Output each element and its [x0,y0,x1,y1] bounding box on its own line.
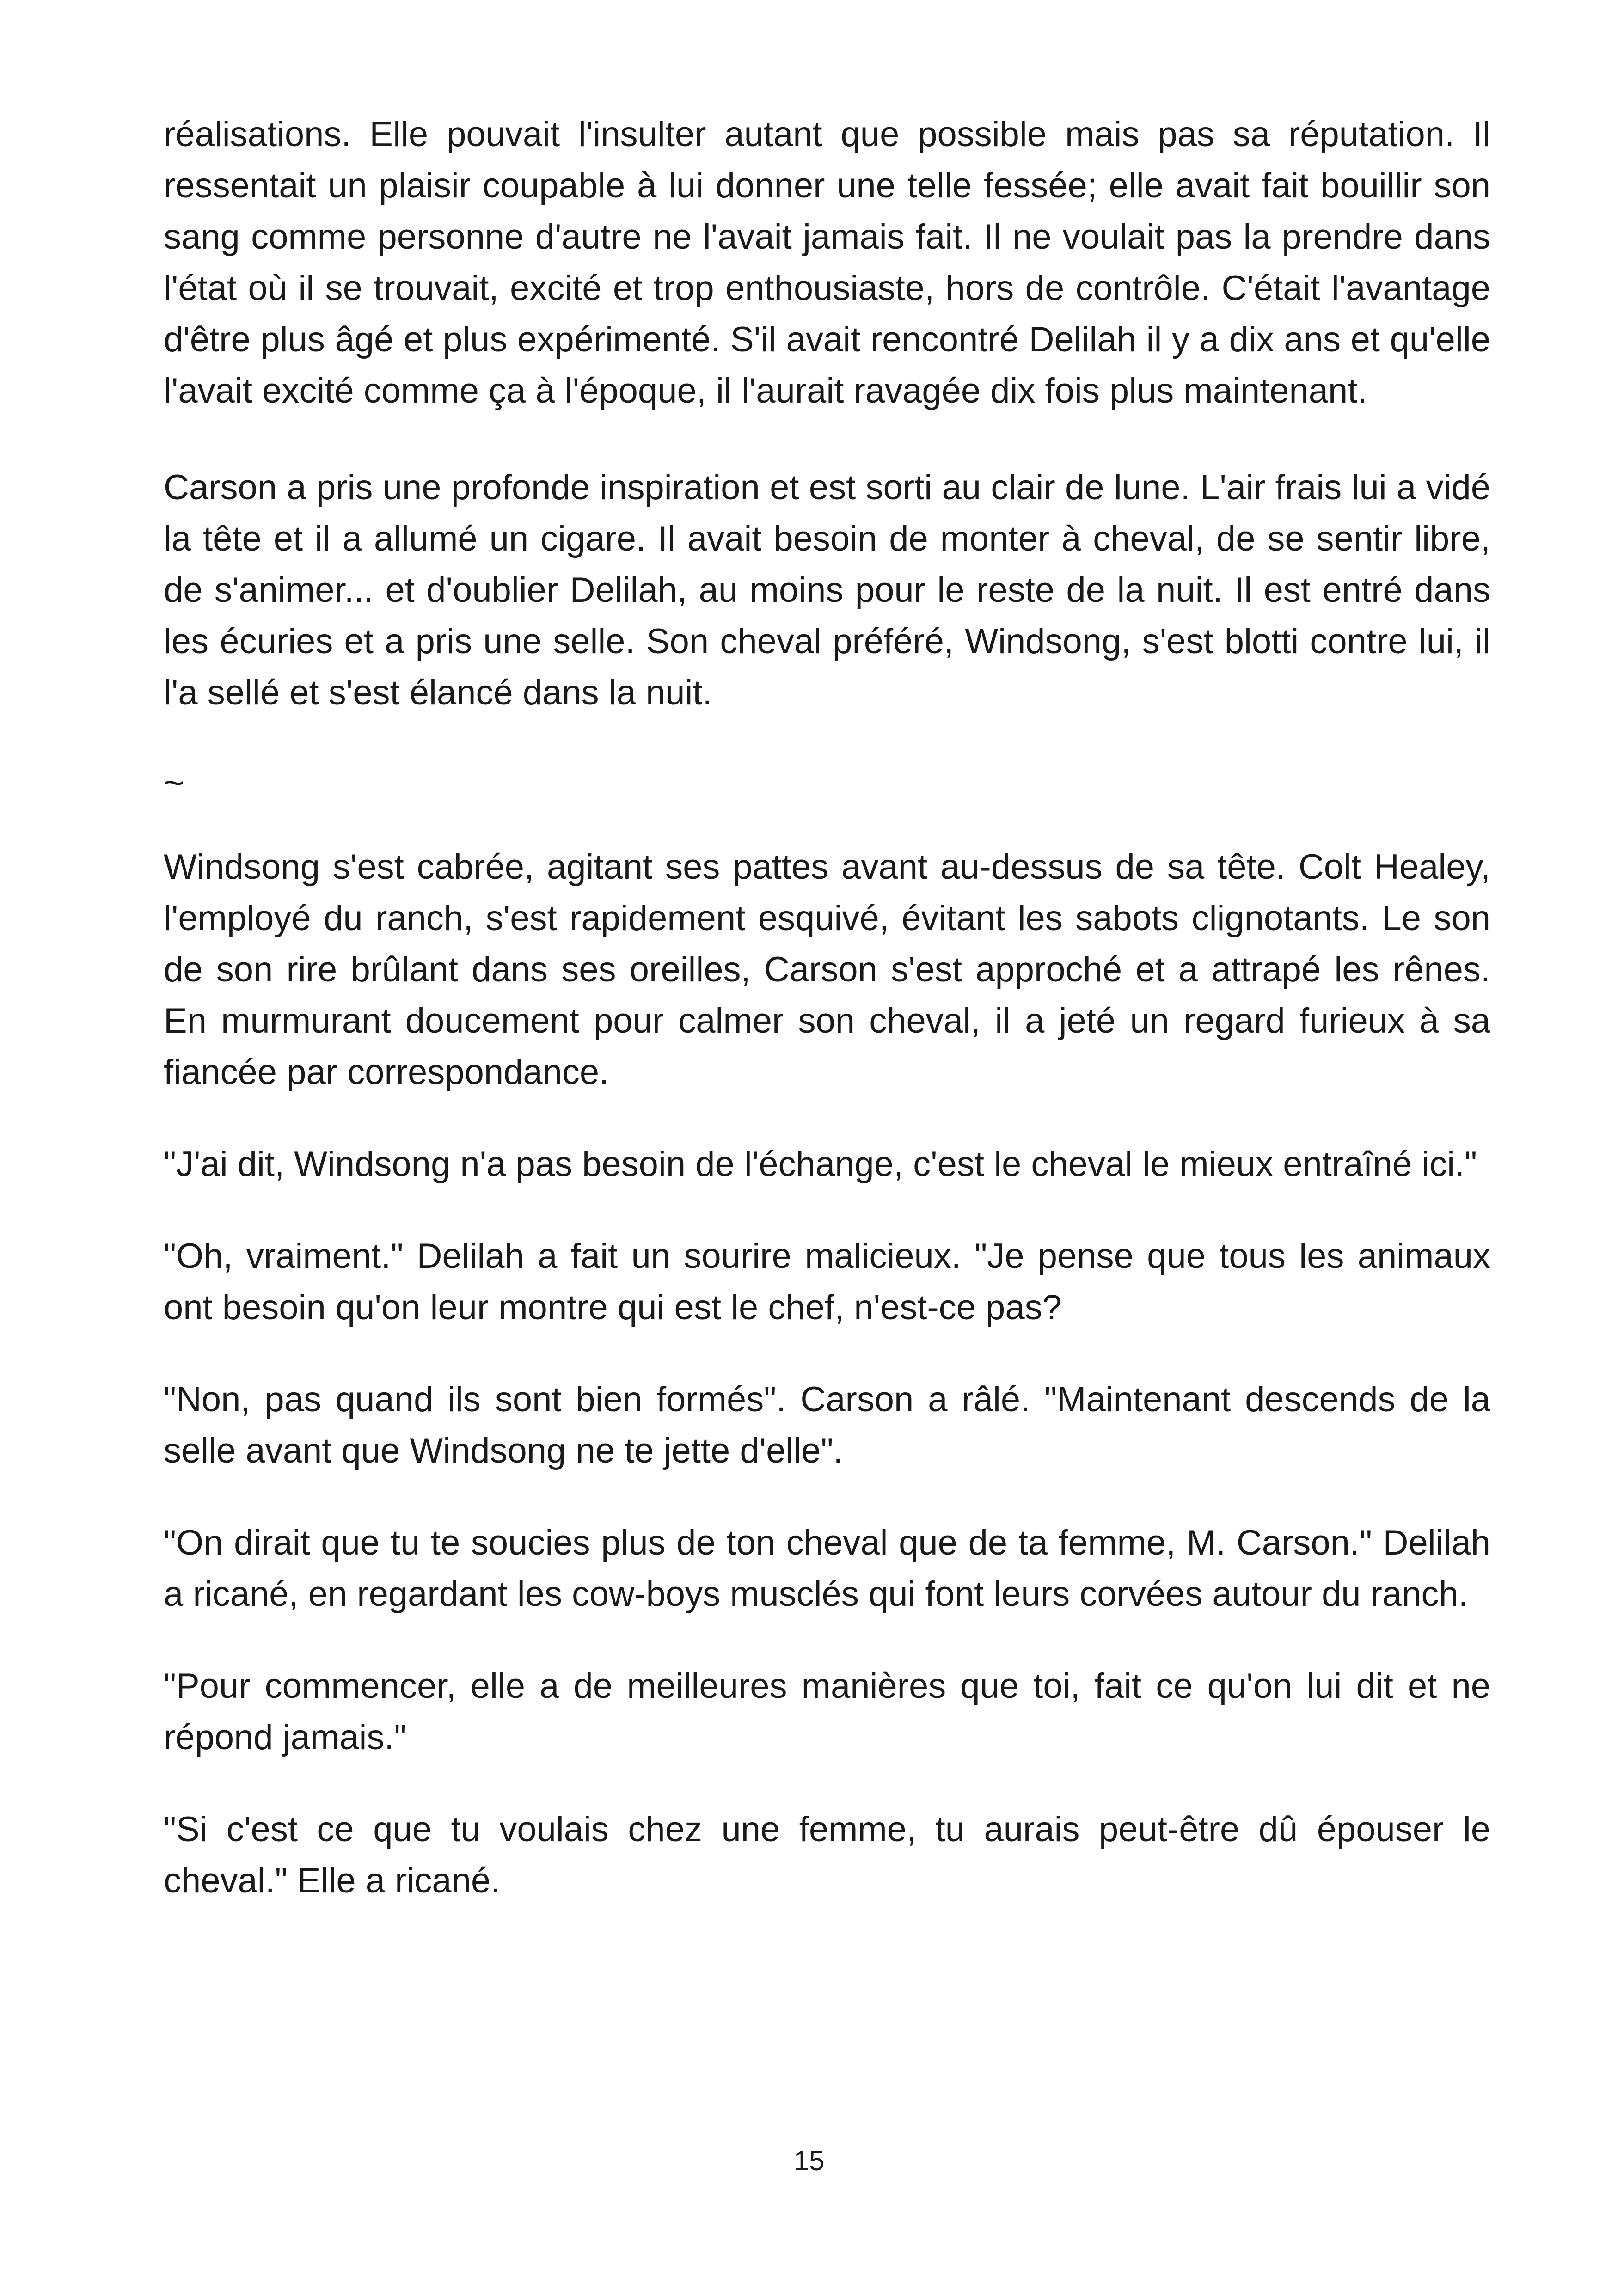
paragraph: "Si c'est ce que tu voulais chez une femme, tu aurais peut-être dû épouser le cheval." Elle a ricané. [164,1810,1490,1900]
body-text [164,109,1490,1906]
paragraph: "Oh, vraiment." Delilah a fait un sourire malicieux. "Je pense que tous les animaux ont besoin qu'on leur montre qui est le chef, n'est-ce pas? [164,1237,1490,1327]
paragraph: "Non, pas quand ils sont bien formés". Carson a râlé. "Maintenant descends de la selle avant que Windsong ne te jette d'elle". [164,1380,1490,1470]
paragraph: réalisations. Elle pouvait l'insulter autant que possible mais pas sa réputation. Il ressentait un plaisir coupable à lui donner une telle fessée; elle avait fait bouillir son sang comme personne d'autre ne l'avait jamais fait. Il ne voulait pas la prendre dans l'état où il se trouvait, excité et trop enthousiaste, hors de contrôle. C'était l'avantage d'être plus âgé et plus expérimenté. S'il avait rencontré Delilah il y a dix ans et qu'elle l'avait excité comme ça à l'époque, il l'aurait ravagée dix fois plus maintenant. [164,115,1490,410]
paragraph: "On dirait que tu te soucies plus de ton cheval que de ta femme, M. Carson." Delilah a ricané, en regardant les cow-boys musclés qui font leurs corvées autour du ranch. [164,1523,1490,1614]
section-separator: ~ [164,763,184,802]
paragraph: "J'ai dit, Windsong n'a pas besoin de l'échange, c'est le cheval le mieux entraîné ici." [164,1145,1477,1184]
paragraph: Carson a pris une profonde inspiration et est sorti au clair de lune. L'air frais lui a vidé la tête et il a allumé un cigare. Il avait besoin de monter à cheval, de se sentir libre, de s'animer... et d'oublier Delilah, au moins pour le reste de la nuit. Il est entré dans les écuries et a pris une selle. Son cheval préféré, Windsong, s'est blotti contre lui, il l'a sellé et s'est élancé dans la nuit. [164,468,1490,712]
paragraph: Windsong s'est cabrée, agitant ses pattes avant au-dessus de sa tête. Colt Healey, l'employé du ranch, s'est rapidement esquivé, évitant les sabots clignotants. Le son de son rire brûlant dans ses oreilles, Carson s'est approché et a attrapé les rênes. En murmurant doucement pour calmer son cheval, il a jeté un regard furieux à sa fiancée par correspondance. [164,847,1490,1092]
paragraph: "Pour commencer, elle a de meilleures manières que toi, fait ce qu'on lui dit et ne répond jamais." [164,1666,1490,1757]
page-number: 15 [793,2145,825,2176]
